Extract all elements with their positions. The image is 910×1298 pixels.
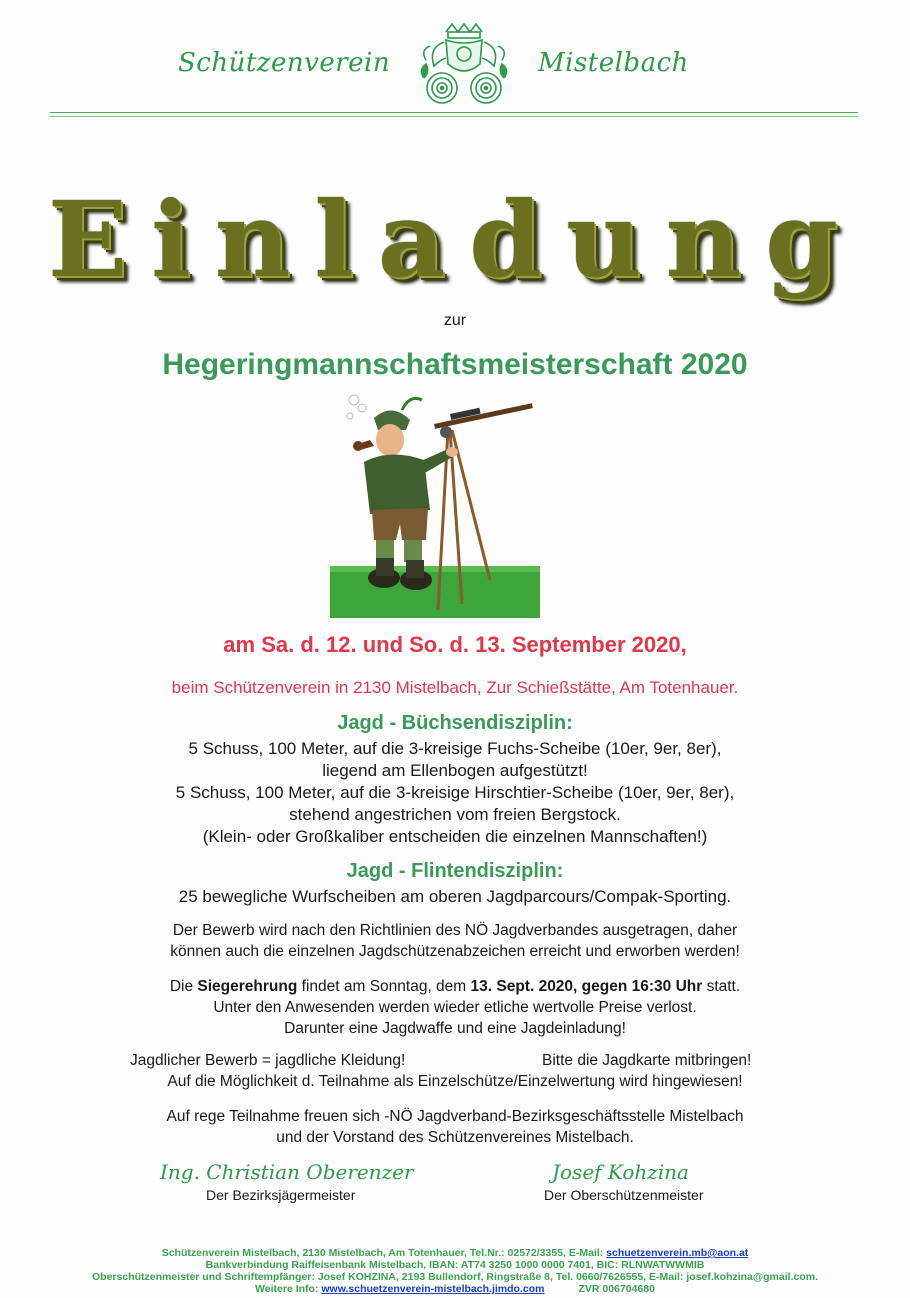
closing-line-1: Auf rege Teilnahme freuen sich -NÖ Jagdverband-Bezirksgeschäftsstelle Mistelbach <box>166 1108 744 1125</box>
rules-line-1: Der Bewerb wird nach den Richtlinien des NÖ Jagdverbandes ausgetragen, daher <box>172 922 738 939</box>
website-link[interactable]: www.schuetzenverein-mistelbach.jimdo.com <box>321 1283 545 1295</box>
footer-line-3: Oberschützenmeister und Schriftempfänger: Josef KOHZINA, 2193 Bullendorf, Ringstraße 8, Tel. 0660/7626555, E-Mail: josef.kohzina@gmail.com. <box>92 1271 818 1283</box>
rifle-line-2: liegend am Ellenbogen aufgestützt! <box>322 761 588 780</box>
ceremony-line-2: Unter den Anwesenden werden wieder etliche wertvolle Preise verlost. <box>213 999 697 1016</box>
ceremony-label: Siegerehrung <box>197 978 298 995</box>
header-divider-thin <box>50 116 858 117</box>
signature-left-role: Der Bezirksjägermeister <box>206 1187 356 1203</box>
club-crest-icon <box>416 20 512 108</box>
rifle-line-4: stehend angestrichen vom freien Bergstock. <box>289 805 621 824</box>
notes-individual: Auf die Möglichkeit d. Teilnahme als Einzelschütze/Einzelwertung wird hingewiesen! <box>167 1073 743 1090</box>
ceremony-line-3: Darunter eine Jagdwaffe und eine Jagdeinladung! <box>284 1020 626 1037</box>
rifle-line-1: 5 Schuss, 100 Meter, auf die 3-kreisige Fuchs-Scheibe (10er, 9er, 8er), <box>188 739 722 758</box>
header-divider <box>50 112 858 113</box>
closing-line-2: und der Vorstand des Schützenvereines Mistelbach. <box>276 1129 634 1146</box>
signature-right: Josef Kohzina <box>552 1160 689 1184</box>
zur-label: zur <box>443 312 467 329</box>
footer-line-2: Bankverbindung Raiffeisenbank Mistelbach, IBAN: AT74 3250 1000 0000 7401, BIC: RLNWATWWMIB <box>205 1259 705 1271</box>
hunter-illustration <box>330 390 540 618</box>
rifle-line-3: 5 Schuss, 100 Meter, auf die 3-kreisige Hirschtier-Scheibe (10er, 9er, 8er), <box>175 783 735 802</box>
event-location: beim Schützenverein in 2130 Mistelbach, Zur Schießstätte, Am Totenhauer. <box>171 678 739 697</box>
notes-license: Bitte die Jagdkarte mitbringen! <box>542 1052 752 1069</box>
rifle-discipline-title: Jagd - Büchsendisziplin: <box>337 712 573 734</box>
footer-line-1: Schützenverein Mistelbach, 2130 Mistelbach, Am Totenhauer, Tel.Nr.: 02572/3355, E-Mail: schuetzenverein.mb@aon.at <box>161 1247 749 1259</box>
shotgun-line: 25 bewegliche Wurfscheiben am oberen Jagdparcours/Compak-Sporting. <box>178 887 732 906</box>
event-date: am Sa. d. 12. und So. d. 13. September 2020, <box>223 632 687 657</box>
ceremony-datetime: 13. Sept. 2020, gegen 16:30 Uhr <box>470 978 703 995</box>
club-name-right: Mistelbach <box>538 48 689 78</box>
club-email-link[interactable]: schuetzenverein.mb@aon.at <box>606 1247 749 1259</box>
signature-left: Ing. Christian Oberenzer <box>160 1160 414 1184</box>
invitation-title: Einladung <box>48 178 862 301</box>
zvr-number: ZVR 006704680 <box>578 1283 655 1295</box>
notes-clothing: Jagdlicher Bewerb = jagdliche Kleidung! <box>130 1052 406 1069</box>
ceremony-line-1: Die Siegerehrung findet am Sonntag, dem 13. Sept. 2020, gegen 16:30 Uhr statt. <box>169 978 741 995</box>
shotgun-discipline-title: Jagd - Flintendisziplin: <box>346 860 564 882</box>
footer-line-4: Weitere Info: www.schuetzenverein-mistelbach.jimdo.com ZVR 006704680 <box>255 1283 655 1295</box>
signature-right-role: Der Oberschützenmeister <box>544 1187 704 1203</box>
event-heading: Hegeringmannschaftsmeisterschaft 2020 <box>162 348 748 381</box>
rifle-line-5: (Klein- oder Großkaliber entscheiden die einzelnen Mannschaften!) <box>202 827 708 846</box>
club-name-left: Schützenverein <box>178 48 391 78</box>
rules-line-2: können auch die einzelnen Jagdschützenabzeichen erreicht und erworben werden! <box>170 943 740 960</box>
